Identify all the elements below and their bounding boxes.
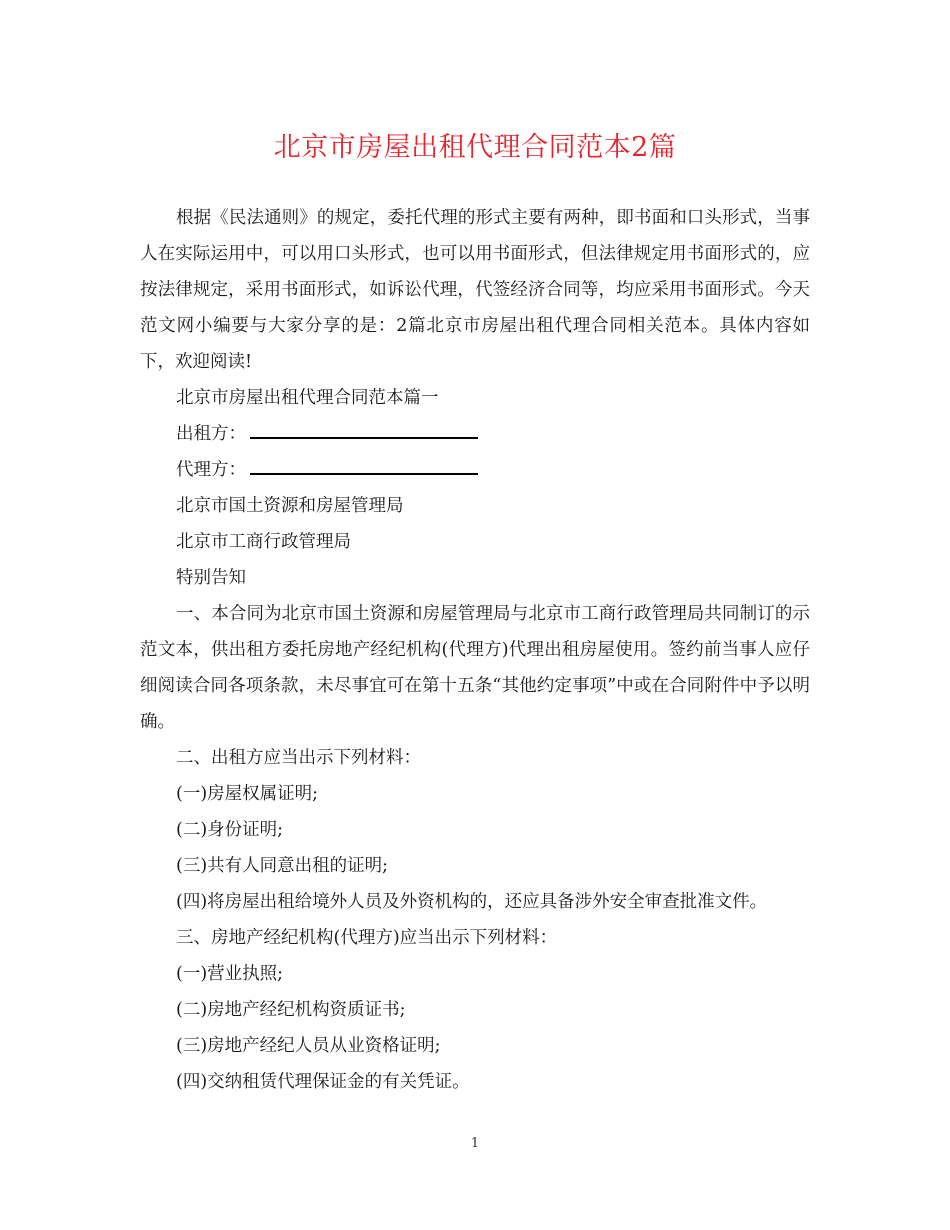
agent-label: 代理方： — [176, 460, 246, 480]
item-2-sub-1: (一)房屋权属证明; — [176, 784, 319, 804]
section-heading: 北京市房屋出租代理合同范本篇一 — [176, 388, 439, 408]
page-number: 1 — [470, 1136, 480, 1151]
notice-item-3: 三、房地产经纪机构(代理方)应当出示下列材料： — [176, 928, 558, 948]
agent-blank — [250, 455, 478, 475]
notice-item-2: 二、出租方应当出示下列材料： — [176, 748, 421, 768]
agent-line — [140, 452, 810, 488]
document-body — [140, 200, 810, 1100]
document-title: 北京市房屋出租代理合同范本2篇 — [273, 132, 677, 163]
bureau-line-2: 北京市工商行政管理局 — [176, 532, 351, 552]
item-2-sub-2: (二)身份证明; — [176, 820, 284, 840]
notice-heading: 特别告知 — [176, 568, 246, 588]
bureau-line-1: 北京市国土资源和房屋管理局 — [176, 496, 404, 516]
item-3-sub-3: (三)房地产经纪人员从业资格证明; — [176, 1036, 441, 1056]
notice-item-1: 一、本合同为北京市国土资源和房屋管理局与北京市工商行政管理局共同制订的示范文本，供出租方委托房地产经纪机构(代理方)代理出租房屋使用。签约前当事人应仔细阅读合同各项条款，未尽事宜可在第十五条“其他约定事项”中或在合同附件中予以明确。 — [140, 604, 810, 732]
item-2-sub-4: (四)将房屋出租给境外人员及外资机构的，还应具备涉外安全审查批准文件。 — [176, 892, 768, 912]
item-3-sub-4: (四)交纳租赁代理保证金的有关凭证。 — [176, 1072, 470, 1092]
lessor-label: 出租方： — [176, 424, 246, 444]
item-3-sub-1: (一)营业执照; — [176, 964, 284, 984]
item-2-sub-3: (三)共有人同意出租的证明; — [176, 856, 389, 876]
lessor-blank — [250, 419, 478, 439]
intro-paragraph: 根据《民法通则》的规定，委托代理的形式主要有两种，即书面和口头形式，当事人在实际运用中，可以用口头形式，也可以用书面形式，但法律规定用书面形式的，应按法律规定，采用书面形式，如诉讼代理，代签经济合同等，均应采用书面形式。今天范文网小编要与大家分享的是：2篇北京市房屋出租代理合同相关范本。具体内容如下，欢迎阅读! — [140, 208, 810, 372]
lessor-line — [140, 416, 810, 452]
item-3-sub-2: (二)房地产经纪机构资质证书; — [176, 1000, 406, 1020]
